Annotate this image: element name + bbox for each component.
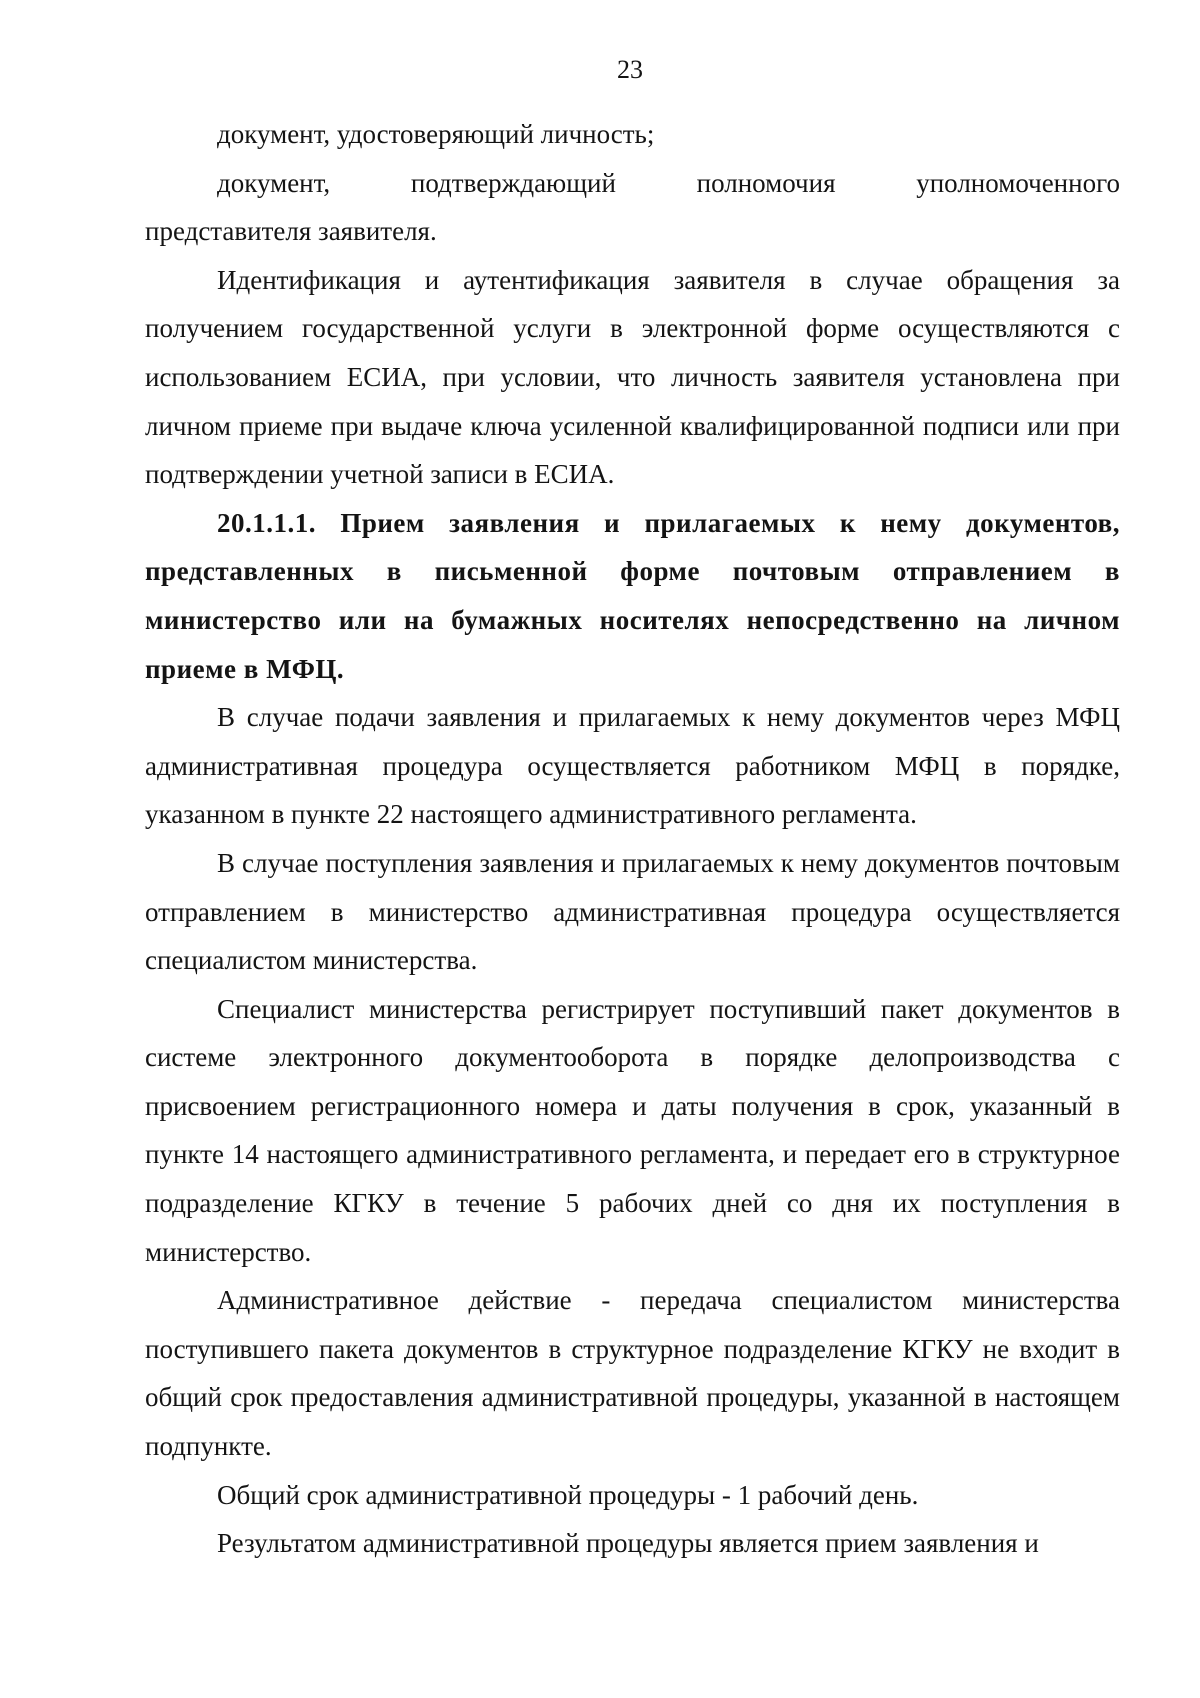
page-number: 23 <box>617 55 643 84</box>
authority-word-3: полномочия <box>696 167 836 198</box>
paragraph-authority-document <box>145 159 1120 208</box>
paragraph-total-term: Общий срок административной процедуры - 1 рабочий день. <box>217 1479 919 1510</box>
paragraph-postal-submission: В случае поступления заявления и прилагаемых к нему документов почтовым отправлением в министерство административная процедура осуществляется специалистом министерства. <box>145 847 1120 976</box>
paragraph-identification: Идентификация и аутентификация заявителя в случае обращения за получением государственной услуги в электронной форме осуществляются с использованием ЕСИА, при условии, что личность заявителя установлена при личном приеме при выдаче ключа усиленной квалифицированной подписи или при подтверждении учетной записи в ЕСИА. <box>145 264 1120 490</box>
authority-word-4: уполномоченного <box>916 167 1120 198</box>
paragraph-identity-document: документ, удостоверяющий личность; <box>217 119 655 149</box>
paragraph-mfc-submission: В случае подачи заявления и прилагаемых к нему документов через МФЦ административная процедура осуществляется работником МФЦ в порядке, указанном в пункте 22 настоящего административного регламента. <box>145 702 1120 830</box>
body-text <box>145 110 1120 1568</box>
authority-word-2: подтверждающий <box>410 167 616 198</box>
authority-word-1: документ, <box>217 167 331 198</box>
paragraph-registration: Специалист министерства регистрирует поступивший пакет документов в системе электронного документооборота в порядке делопроизводства с присвоением регистрационного номера и даты получения в срок, указанный в пункте 14 настоящего административного регламента, и передает его в структурное подразделение КГКУ в течение 5 рабочих дней со дня их поступления в министерство. <box>145 993 1120 1267</box>
paragraph-result: Результатом административной процедуры является прием заявления и <box>217 1528 1039 1559</box>
paragraph-authority-tail: представителя заявителя. <box>145 216 437 247</box>
paragraph-transfer-action: Административное действие - передача специалистом министерства поступившего пакета документов в структурное подразделение КГКУ не входит в общий срок предоставления административной процедуры, указанной в настоящем подпункте. <box>145 1285 1120 1462</box>
section-heading: 20.1.1.1. Прием заявления и прилагаемых к нему документов, представленных в письменной форме почтовым отправлением в министерство или на бумажных носителях непосредственно на личном приеме в МФЦ. <box>145 507 1120 684</box>
